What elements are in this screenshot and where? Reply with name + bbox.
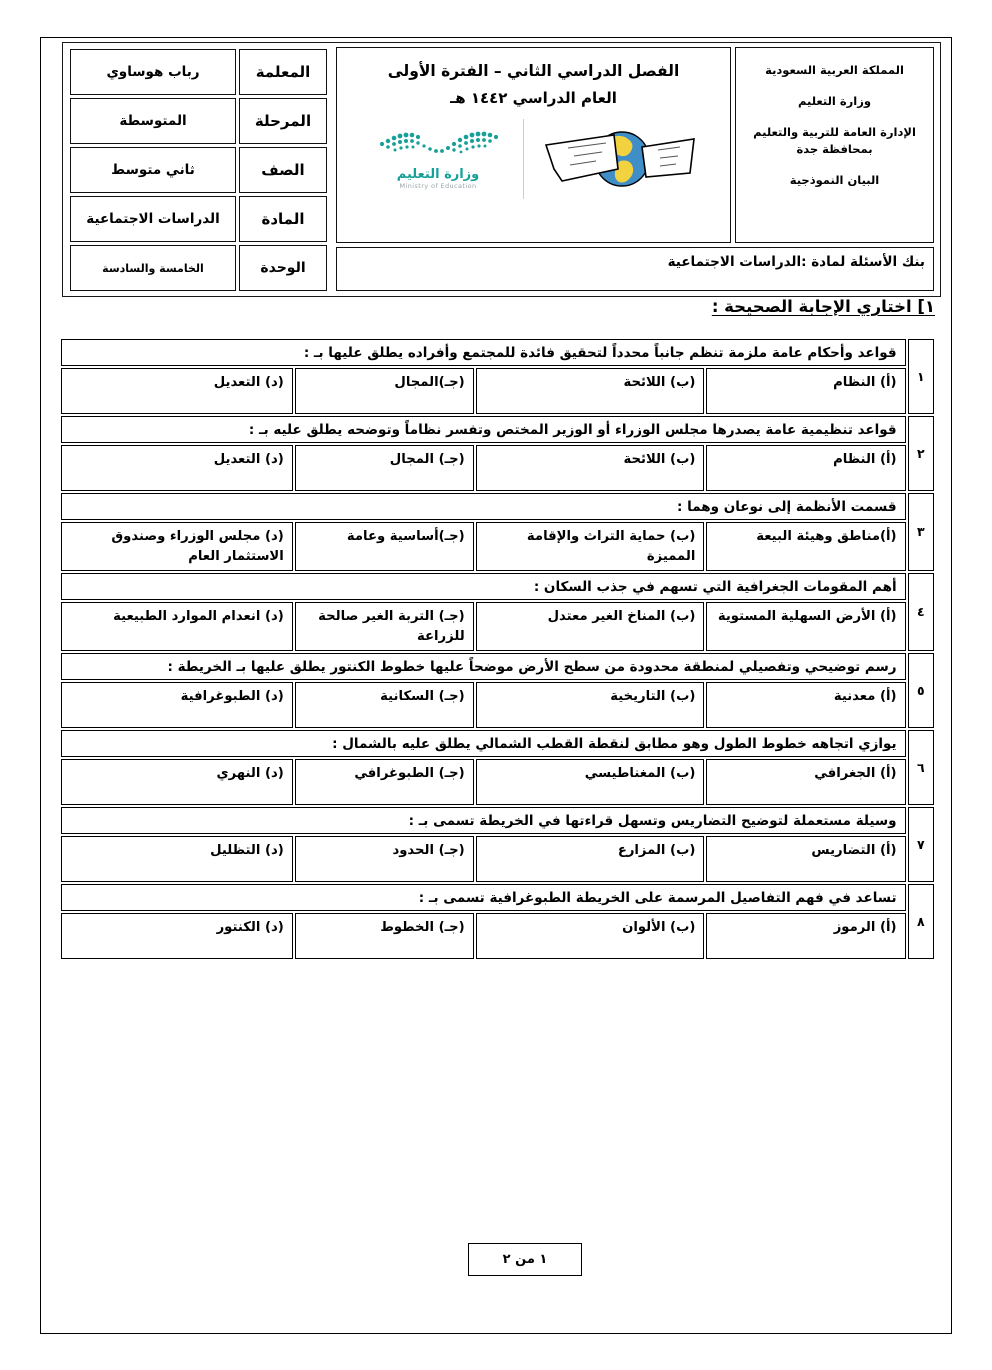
option-b: (ب) اللائحة	[476, 368, 705, 414]
question-text: رسم توضيحي وتفصيلي لمنطقة محدودة من سطح الأرض موضحاً عليها خطوط الكنتور يطلق عليها بـ الخريطة :	[61, 653, 906, 680]
question-text: قواعد تنظيمية عامة يصدرها مجلس الوزراء أو الوزير المختص وتفسر نظاماً وتوضحه يطلق عليه بـ :	[61, 416, 906, 443]
question-number: ١	[908, 339, 934, 414]
option-d: (د) النهري	[61, 759, 293, 805]
option-b: (ب) حماية التراث والإقامة المميزة	[476, 522, 705, 571]
header-official-block	[735, 47, 934, 243]
page-number: ١ من ٢	[502, 1252, 548, 1267]
logo-row	[337, 117, 730, 201]
teacher-info-table	[67, 46, 330, 294]
question-text: وسيلة مستعملة لتوضيح التضاريس وتسهل قراءتها في الخريطة تسمى بـ :	[61, 807, 906, 834]
info-row-subject	[70, 196, 327, 242]
option-c: (جـ)أساسية وعامة	[295, 522, 474, 571]
question-text: قواعد وأحكام عامة ملزمة تنظم جانباً محدداً لتحقيق فائدة للمجتمع وأفراده يطلق عليها بـ :	[61, 339, 906, 366]
option-c: (جـ) الطبوغرافي	[295, 759, 474, 805]
option-a: (أ) معدنية	[706, 682, 905, 728]
page-number-box	[468, 1243, 582, 1276]
option-a: (أ)مناطق وهيئة البيعة	[706, 522, 905, 571]
question-row	[61, 493, 934, 520]
option-b: (ب) الألوان	[476, 913, 705, 959]
question-number: ٥	[908, 653, 934, 728]
kingdom-line: المملكة العربية السعودية	[765, 63, 904, 77]
question-row	[61, 653, 934, 680]
question-number: ٢	[908, 416, 934, 491]
ministry-line: وزارة التعليم	[798, 93, 871, 108]
moe-logo-english-name: Ministry of Education	[399, 182, 477, 190]
option-d: (د) الكنتور	[61, 913, 293, 959]
question-row	[61, 807, 934, 834]
option-a: (أ) التضاريس	[706, 836, 905, 882]
info-value: الدراسات الاجتماعية	[70, 196, 236, 242]
option-d: (د) انعدام الموارد الطبيعية	[61, 602, 293, 651]
question-text: يوازي اتجاهه خطوط الطول وهو مطابق لنقطة القطب الشمالي يطلق عليه بالشمال :	[61, 730, 906, 757]
moe-logo-arabic-name: وزارة التعليم	[396, 167, 480, 182]
option-d: (د) مجلس الوزراء وصندوق الاستثمار العام	[61, 522, 293, 571]
question-text: أهم المقومات الجغرافية التي تسهم في جذب السكان :	[61, 573, 906, 600]
option-c: (جـ) الخطوط	[295, 913, 474, 959]
info-label: المرحلة	[239, 98, 327, 144]
moe-dots-icon	[368, 128, 508, 162]
options-row	[61, 682, 934, 728]
option-d: (د) التظليل	[61, 836, 293, 882]
option-a: (أ) الجغرافي	[706, 759, 905, 805]
question-bank-label: بنك الأسئلة لمادة :الدراسات الاجتماعية	[667, 254, 925, 270]
question-row	[61, 339, 934, 366]
options-row	[61, 836, 934, 882]
options-row	[61, 522, 934, 571]
academic-year: العام الدراسي ١٤٤٢ هـ	[450, 89, 617, 107]
option-b: (ب) اللائحة	[476, 445, 705, 491]
option-a: (أ) الرموز	[706, 913, 905, 959]
question-text: قسمت الأنظمة إلى نوعان وهما :	[61, 493, 906, 520]
options-row	[61, 913, 934, 959]
option-a: (أ) النظام	[706, 368, 905, 414]
option-c: (جـ)المجال	[295, 368, 474, 414]
question-row	[61, 416, 934, 443]
question-number: ٦	[908, 730, 934, 805]
info-value: ثاني متوسط	[70, 147, 236, 193]
questions-table	[59, 337, 936, 961]
info-value: المتوسطة	[70, 98, 236, 144]
option-b: (ب) التاريخية	[476, 682, 705, 728]
options-row	[61, 759, 934, 805]
question-number: ٣	[908, 493, 934, 571]
school-globe-logo-icon	[534, 117, 704, 201]
question-row	[61, 573, 934, 600]
info-row-grade	[70, 147, 327, 193]
info-value: الخامسة والسادسة	[70, 245, 236, 291]
info-row-stage	[70, 98, 327, 144]
question-number: ٧	[908, 807, 934, 882]
question-text: تساعد في فهم التفاصيل المرسمة على الخريطة الطبوغرافية تسمى بـ :	[61, 884, 906, 911]
options-row	[61, 602, 934, 651]
info-label: المادة	[239, 196, 327, 242]
info-label: الوحدة	[239, 245, 327, 291]
question-row	[61, 884, 934, 911]
info-value: رباب هوساوي	[70, 49, 236, 95]
question-number: ٤	[908, 573, 934, 651]
section-heading: ١] اختاري الإجابة الصحيحة :	[711, 297, 935, 316]
option-d: (د) التعديل	[61, 445, 293, 491]
option-c: (جـ) السكانية	[295, 682, 474, 728]
options-row	[61, 368, 934, 414]
option-b: (ب) المناخ الغير معتدل	[476, 602, 705, 651]
option-a: (أ) الأرض السهلية المستوية	[706, 602, 905, 651]
option-b: (ب) المغناطيسي	[476, 759, 705, 805]
question-bank-row	[336, 247, 934, 291]
option-d: (د) الطبوغرافية	[61, 682, 293, 728]
option-c: (جـ) الحدود	[295, 836, 474, 882]
option-b: (ب) المزارع	[476, 836, 705, 882]
question-row	[61, 730, 934, 757]
question-number: ٨	[908, 884, 934, 959]
option-a: (أ) النظام	[706, 445, 905, 491]
administration-line: الإدارة العامة للتربية والتعليم بمحافظة جدة	[753, 124, 916, 157]
header-title-block	[336, 47, 731, 243]
logo-divider	[523, 119, 524, 199]
option-d: (د) التعديل	[61, 368, 293, 414]
info-row-unit	[70, 245, 327, 291]
info-label: الصف	[239, 147, 327, 193]
option-c: (جـ) التربة الغير صالحة للزراعة	[295, 602, 474, 651]
info-row-teacher	[70, 49, 327, 95]
option-c: (جـ) المجال	[295, 445, 474, 491]
ministry-of-education-logo	[363, 128, 513, 190]
school-line: البيان النموذجية	[789, 173, 880, 188]
semester-title: الفصل الدراسي الثاني – الفترة الأولى	[387, 62, 680, 80]
options-row	[61, 445, 934, 491]
info-label: المعلمة	[239, 49, 327, 95]
